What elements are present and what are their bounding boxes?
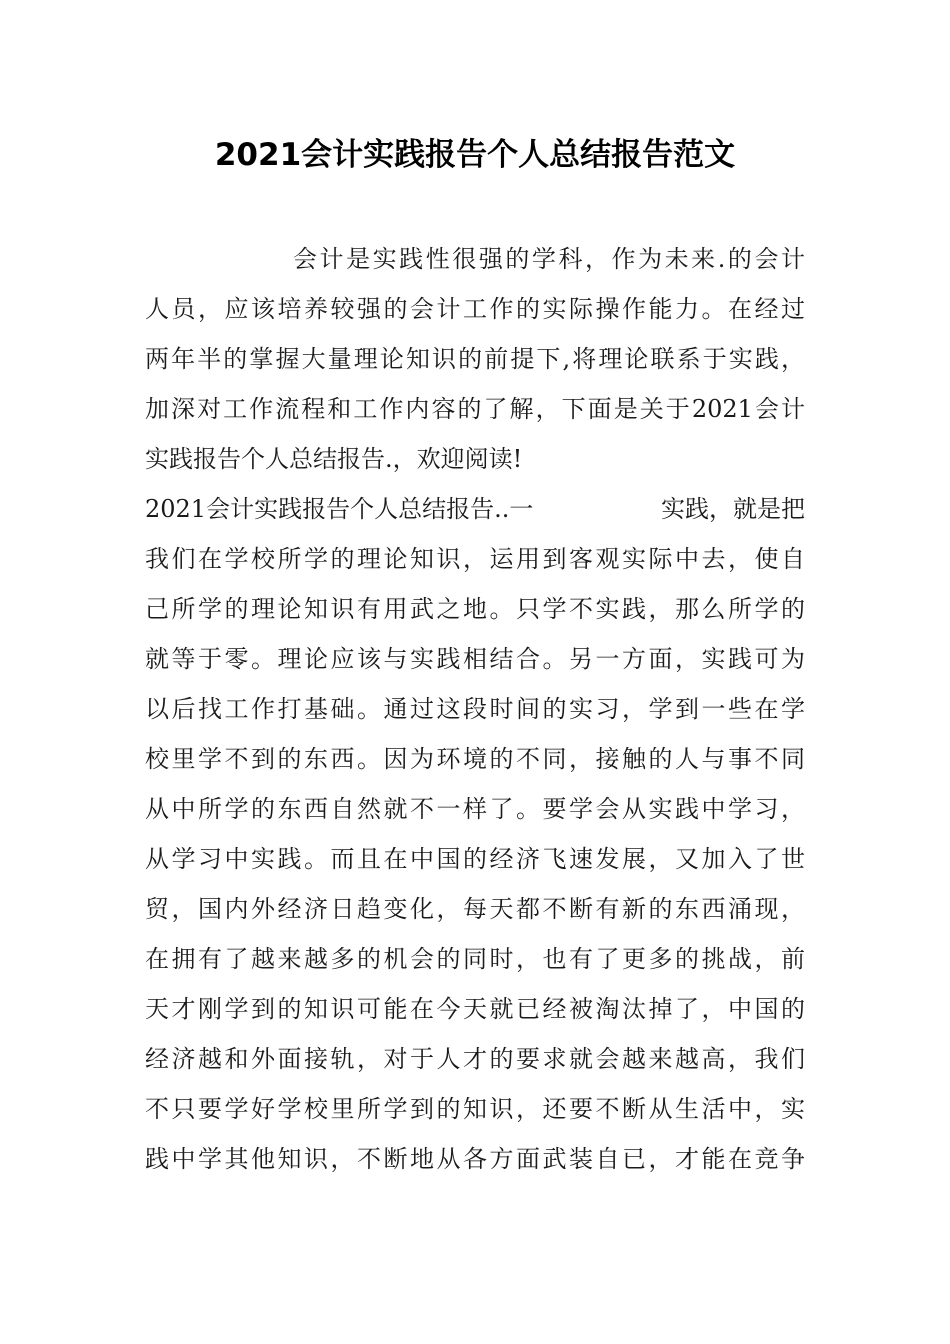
paragraph-line: 我们在学校所学的理论知识，运用到客观实际中去，使自 xyxy=(145,545,805,573)
paragraph-line: 加深对工作流程和工作内容的了解，下面是关于2021会计 xyxy=(145,395,805,423)
paragraph-line: 天才刚学到的知识可能在今天就已经被淘汰掉了，中国的 xyxy=(145,995,805,1023)
paragraph-line: 践中学其他知识，不断地从各方面武装自已，才能在竞争 xyxy=(145,1145,805,1173)
document-title: 2021会计实践报告个人总结报告范文 xyxy=(214,137,736,173)
paragraph-line: 两年半的掌握大量理论知识的前提下,将理论联系于实践， xyxy=(145,345,805,373)
section-heading-tail: 实践，就是把 xyxy=(661,495,805,523)
section-heading: 2021会计实践报告个人总结报告..一 xyxy=(145,495,534,523)
paragraph-line: 就等于零。理论应该与实践相结合。另一方面，实践可为 xyxy=(145,645,805,673)
paragraph-line: 人员，应该培养较强的会计工作的实际操作能力。在经过 xyxy=(145,295,805,323)
paragraph-line: 己所学的理论知识有用武之地。只学不实践，那么所学的 xyxy=(145,595,805,623)
paragraph-line: 不只要学好学校里所学到的知识，还要不断从生活中，实 xyxy=(145,1095,805,1123)
paragraph-line: 校里学不到的东西。因为环境的不同，接触的人与事不同 xyxy=(145,745,805,773)
paragraph-line: 从学习中实践。而且在中国的经济飞速发展，又加入了世 xyxy=(145,845,805,873)
paragraph-line: 以后找工作打基础。通过这段时间的实习，学到一些在学 xyxy=(145,695,805,723)
paragraph-line: 在拥有了越来越多的机会的同时，也有了更多的挑战，前 xyxy=(145,945,805,973)
paragraph-line: 贸，国内外经济日趋变化，每天都不断有新的东西涌现， xyxy=(145,895,805,923)
paragraph-line: 会计是实践性很强的学科，作为未来.的会计 xyxy=(293,245,805,273)
paragraph-line: 从中所学的东西自然就不一样了。要学会从实践中学习， xyxy=(145,795,805,823)
paragraph-line: 经济越和外面接轨，对于人才的要求就会越来越高，我们 xyxy=(145,1045,805,1073)
paragraph-line: 实践报告个人总结报告.，欢迎阅读! xyxy=(145,445,523,473)
section-heading-line xyxy=(145,484,805,534)
